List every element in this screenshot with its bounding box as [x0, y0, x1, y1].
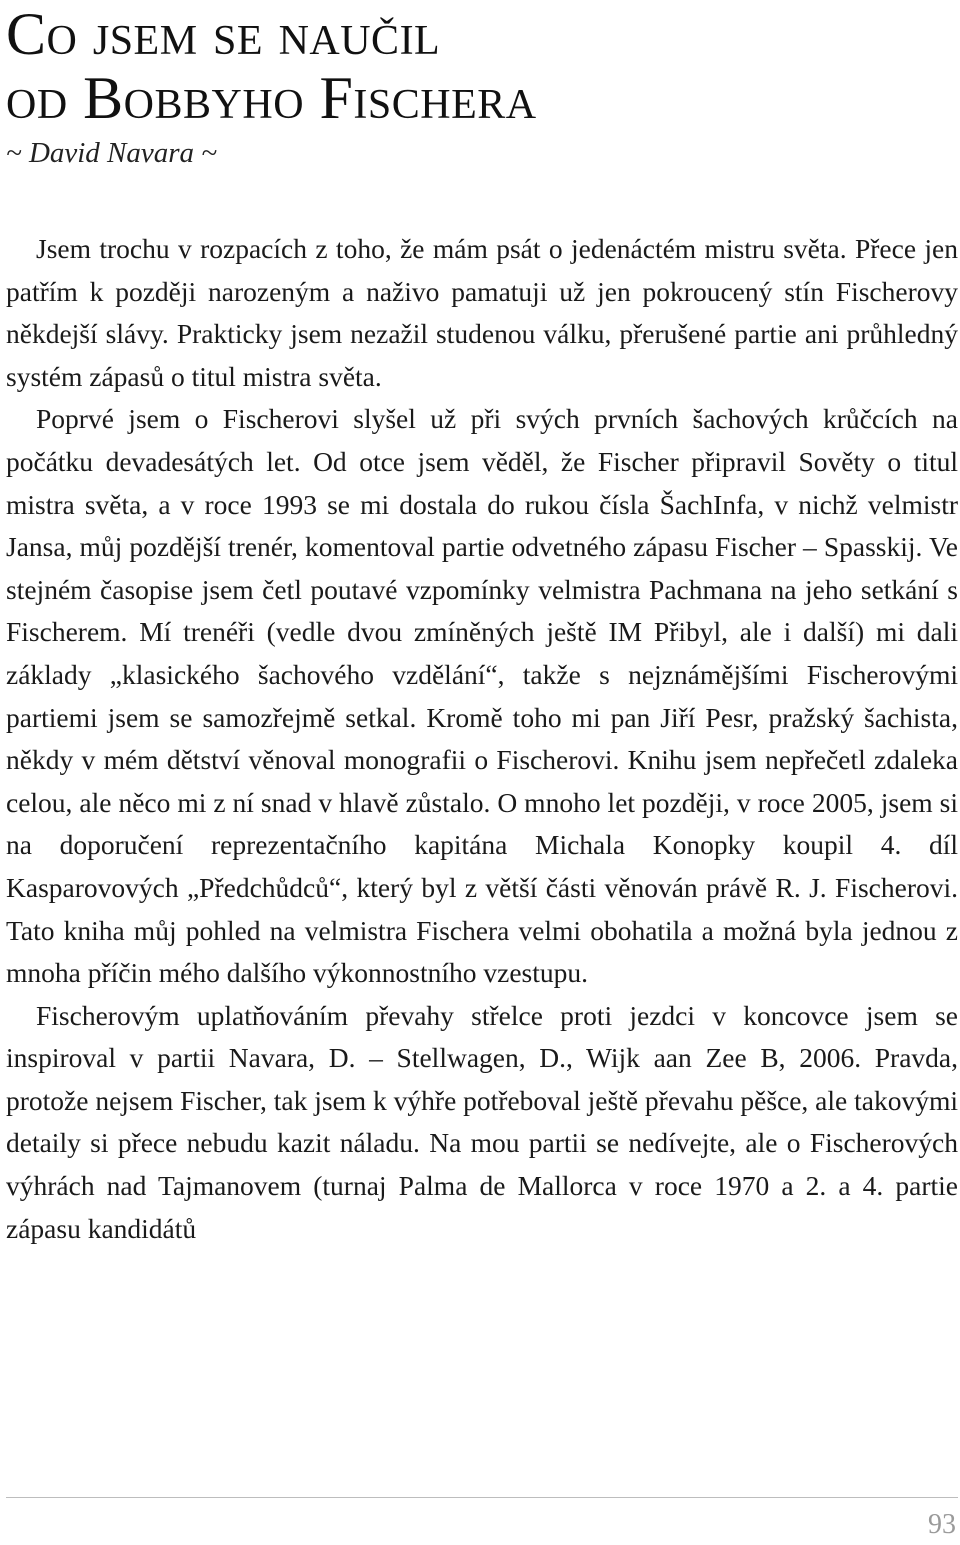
page-number: 93	[928, 1509, 956, 1540]
article-title-line-2: od Bobbyho Fischera	[6, 65, 537, 131]
paragraph-2: Poprvé jsem o Fischerovi slyšel už při svých prvních šachových krůčcích na počátku devadesátých let. Od otce jsem věděl, že Fischer připravil Sověty o titul mistra světa, a v roce 1993 se mi dostala do rukou čísla ŠachInfa, v nichž velmistr Jansa, můj pozdější trenér, komentoval partie odvetného zápasu Fischer – Spasskij. Ve stejném časopise jsem četl poutavé vzpomínky velmistra Pachmana na jeho setkání s Fischerem. Mí trenéři (vedle dvou zmíněných ještě IM Přibyl, ale i další) mi dali základy „klasického šachového vzdělání“, takže s nejznámějšími Fischerovými partiemi jsem se samozřejmě setkal. Kromě toho mi pan Jiří Pesr, pražský šachista, někdy v mém dětství věnoval monografii o Fischerovi. Knihu jsem nepřečetl zdaleka celou, ale něco mi z ní snad v hlavě zůstalo. O mnoho let později, v roce 2005, jsem si na doporučení reprezentačního kapitána Michala Konopky koupil 4. díl Kasparovových „Předchůdců“, který byl z větší části věnován právě R. J. Fischerovi. Tato kniha můj pohled na velmistra Fischera velmi obohatila a možná byla jednou z mnoha příčin mého dalšího výkonnostního vzestupu.	[6, 403, 958, 989]
footer-divider	[6, 1497, 958, 1498]
paragraph-3: Fischerovým uplatňováním převahy střelce proti jezdci v koncovce jsem se inspiroval v partii Navara, D. – Stellwagen, D., Wijk aan Zee B, 2006. Pravda, protože nejsem Fischer, tak jsem k výhře potřeboval ještě převahu pěšce, ale takovými detaily si přece nebudu kazit náladu. Na mou partii se nedívejte, ale o Fischerových výhrách nad Tajmanovem (turnaj Palma de Mallorca v roce 1970 a 2. a 4. partie zápasu kandidátů	[6, 999, 958, 1244]
paragraph-1: Jsem trochu v rozpacích z toho, že mám psát o jedenáctém mistru světa. Přece jen patřím k později narozeným a naživo pamatuji už jen pokroucený stín Fischerovy někdejší slávy. Prakticky jsem nezažil studenou válku, přerušené partie ani průhledný systém zápasů o titul mistra světa.	[6, 233, 958, 392]
document-page	[6, 0, 958, 1250]
article-title	[6, 0, 958, 130]
article-body	[6, 228, 958, 1250]
article-author: ~ David Navara ~	[6, 137, 218, 169]
article-title-line-1: Co jsem se naučil	[6, 1, 441, 67]
